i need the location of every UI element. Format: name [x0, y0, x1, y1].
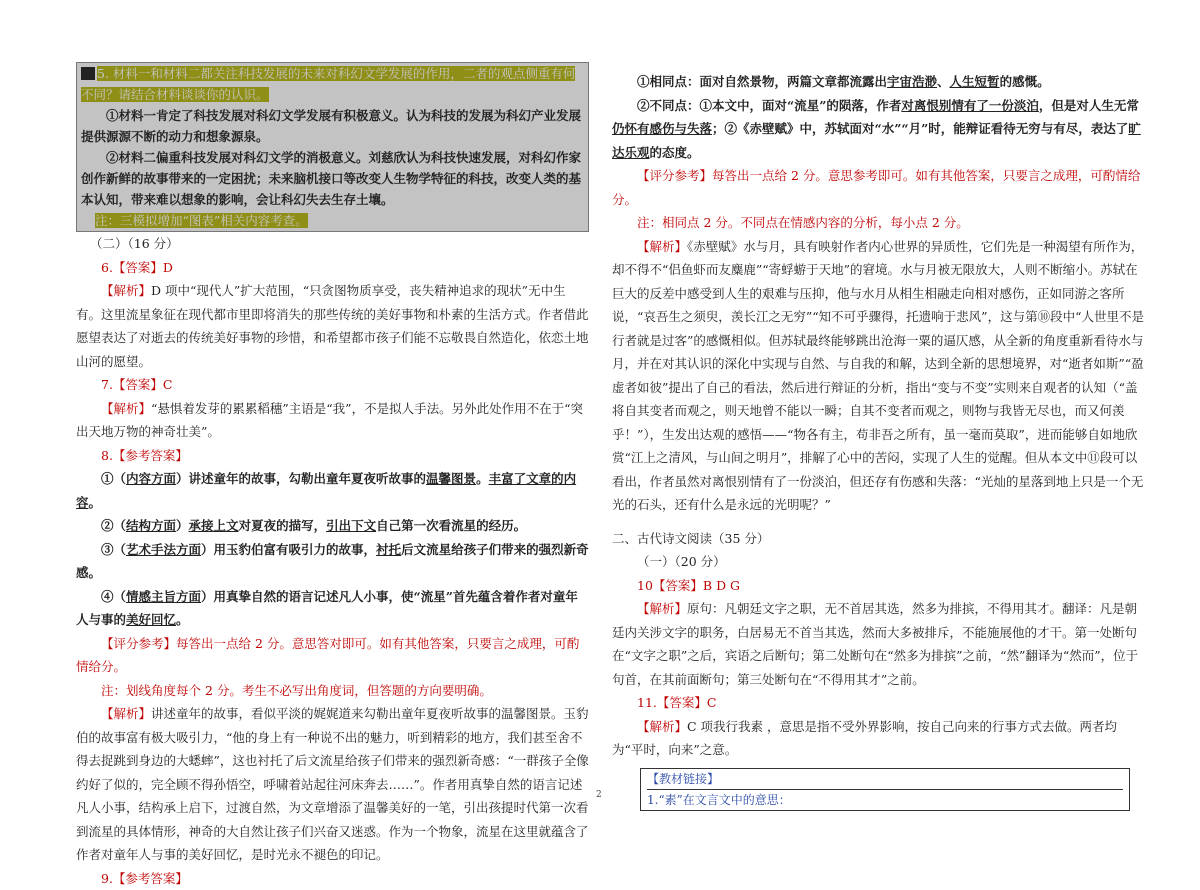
q8-analysis: 【解析】讲述童年的故事，看似平淡的娓娓道来勾勒出童年夏夜听故事的温馨图景。玉豹伯的故事富有极大吸引力，“他的身上有一种说不出的魅力，听到精彩的地方，我们甚至舍不得去捉跳到身边的大蟋蟀”，这也衬托了后文流星给孩子们带来的强烈新奇感：“一群孩子全像约好了似的，完全顾不得孙悟空，呼啸着站起往河床奔去……”。作者用真挚自然的语言记述凡人小事，结构承上启下，过渡自然，为文章增添了温馨美好的一笔，引出孩提时代第一次看到流星的具体情形，神奇的大自然让孩子们兴奋又迷惑。作为一个物象，流星在这里就蕴含了作者对童年人与事的美好回忆，是时光永不褪色的印记。 [76, 702, 589, 867]
q9-analysis: 【解析】《赤壁赋》水与月，具有映射作者内心世界的异质性，它们先是一种渴望有所作为，却不得不“侣鱼虾而友麋鹿”“寄蜉蝣于天地”的窘境。水与月被无限放大，人则不断缩小。苏轼在巨大的反差中感受到人生的艰难与压抑，他与水月从相生相融走向相对感伤，正如同游之客所说，“哀吾生之须臾，羡长江之无穷”“知不可乎骤得，托遗响于悲风”，这与第⑩段中“人世里不是行者就是过客”的感慨相似。但苏轼最终能够跳出沧海一粟的逼仄感，从全新的角度重新看待水与月，并在对其认识的深化中实现与自然、与自我的和解，达到全新的思想境界，对“逝者如斯”“盈虚者如彼”提出了自己的看法，然后进行辩证的分析，指出“变与不变”实则来自观者的认知（“盖将自其变者而观之，则天地曾不能以一瞬；自其不变者而观之，则物与我皆无尽也，而又何羡乎！”），生发出达观的感悟——“物各有主，苟非吾之所有，虽一毫而莫取”，进而能够自如地欣赏“江上之清风，与山间之明月”，排解了心中的苦闷，实现了人生的觉醒。但从本文中⑪段可以看出，作者虽然对离恨别情有了一份淡泊，但还存有伤感和失落：“光灿的星落到地上只是一个无光的石头，还有什么是永远的光明呢？” [612, 235, 1148, 517]
q5-answer-1: ①材料一肯定了科技发展对科幻文学发展有积极意义。认为科技的发展为科幻产业发展提供源源不断的动力和想象源泉。 [81, 105, 584, 147]
section-2-title: （二）（16 分） [76, 232, 589, 256]
q6-analysis: 【解析】D 项中“现代人”扩大范围，“只贪图物质享受，丧失精神追求的现状”无中生有。这里流星象征在现代都市里即将消失的那些传统的美好事物和朴素的生活方式。作者借此愿望表达了对逝去的传统美好事物的珍惜，和希望都市孩子们能不忘敬畏自然造化，依恋土地山河的愿望。 [76, 279, 589, 373]
corner-mark-icon [81, 67, 95, 80]
q7-answer: 7.【答案】C [76, 373, 589, 397]
q8-score-reference: 【评分参考】每答出一点给 2 分。意思答对即可。如有其他答案，只要言之成理，可酌情给分。 [76, 632, 589, 679]
textbook-link-item: 1.“素”在文言文中的意思： [647, 789, 1123, 810]
q5-highlight-block [76, 62, 589, 232]
subsection-title: （一）（20 分） [612, 550, 1148, 574]
q5-answer-2: ②材料二偏重科技发展对科幻文学的消极意义。刘慈欣认为科技快速发展，对科幻作家创作新鲜的故事带来的一定困扰；未来脑机接口等改变人生物学特征的科技，改变人类的基本认知，带来难以想象的影响，会让科幻失去生存土壤。 [81, 147, 584, 210]
left-column [76, 62, 589, 890]
q9-score-reference: 【评分参考】每答出一点给 2 分。意思参考即可。如有其他答案，只要言之成理，可酌情给分。 [612, 164, 1148, 211]
q11-answer: 11.【答案】C [612, 691, 1148, 715]
q6-answer: 6.【答案】D [76, 256, 589, 280]
q7-analysis: 【解析】“悬惧着发芽的累累稻穗”主语是“我”，不是拟人手法。另外此处作用不在于“突出天地万物的神奇壮美”。 [76, 397, 589, 444]
q9-diff-point: ②不同点：①本文中，面对“流星”的陨落，作者对离恨别情有了一份淡泊，但是对人生无常仍怀有感伤与失落；②《赤壁赋》中，苏轼面对“水”“月”时，能辩证看待无穷与有尽，表达了旷达乐观的态度。 [612, 94, 1148, 165]
right-column [612, 70, 1148, 811]
q8-note: 注：划线角度每个 2 分。考生不必写出角度词，但答题的方向要明确。 [76, 679, 589, 703]
page-number: 2 [596, 790, 602, 800]
q11-analysis: 【解析】C 项我行我素 ，意思是指不受外界影响，按自己向来的行事方式去做。两者均为“平时，向来”之意。 [612, 715, 1148, 762]
q9-same-point: ①相同点：面对自然景物，两篇文章都流露出宇宙浩渺、人生短暂的感慨。 [612, 70, 1148, 94]
q9-answer-head: 9.【参考答案】 [76, 867, 589, 890]
q8-answer-head: 8.【参考答案】 [76, 444, 589, 468]
q10-analysis: 【解析】原句：凡朝廷文字之职，无不首居其选，然多为排摈，不得用其才。翻译：凡是朝廷内关涉文字的职务，白居易无不首当其选，然而大多被排斥，不能施展他的才干。第一处断句在“文字之职”之后，宾语之后断句；第二处断句在“然多为排摈”之前，“然”翻译为“然而”，位于句首，在其前面断句；第三处断句在“不得用其才”之前。 [612, 597, 1148, 691]
q5-question: 5. 材料一和材料二都关注科技发展的未来对科幻文学发展的作用，二者的观点侧重有何不同？请结合材料谈谈你的认识。 [81, 63, 584, 105]
textbook-link-title: 【教材链接】 [647, 769, 1123, 789]
q10-answer: 10【答案】B D G [612, 574, 1148, 598]
q8-point-3: ③（艺术手法方面）用玉豹伯富有吸引力的故事，衬托后文流星给孩子们带来的强烈新奇感。 [76, 538, 589, 585]
q9-note: 注：相同点 2 分。不同点在情感内容的分析，每小点 2 分。 [612, 211, 1148, 235]
section-ancient-title: 二、古代诗文阅读（35 分） [612, 527, 1148, 551]
q8-point-1: ①（内容方面）讲述童年的故事，勾勒出童年夏夜听故事的温馨图景。丰富了文章的内容。 [76, 467, 589, 514]
q8-point-2: ②（结构方面）承接上文对夏夜的描写，引出下文自己第一次看流星的经历。 [76, 514, 589, 538]
q8-point-4: ④（情感主旨方面）用真挚自然的语言记述凡人小事，使“流星”首先蕴含着作者对童年人与事的美好回忆。 [76, 585, 589, 632]
q5-note: 注：三模拟增加“图表”相关内容考查。 [81, 210, 584, 231]
textbook-link-box [640, 768, 1130, 811]
